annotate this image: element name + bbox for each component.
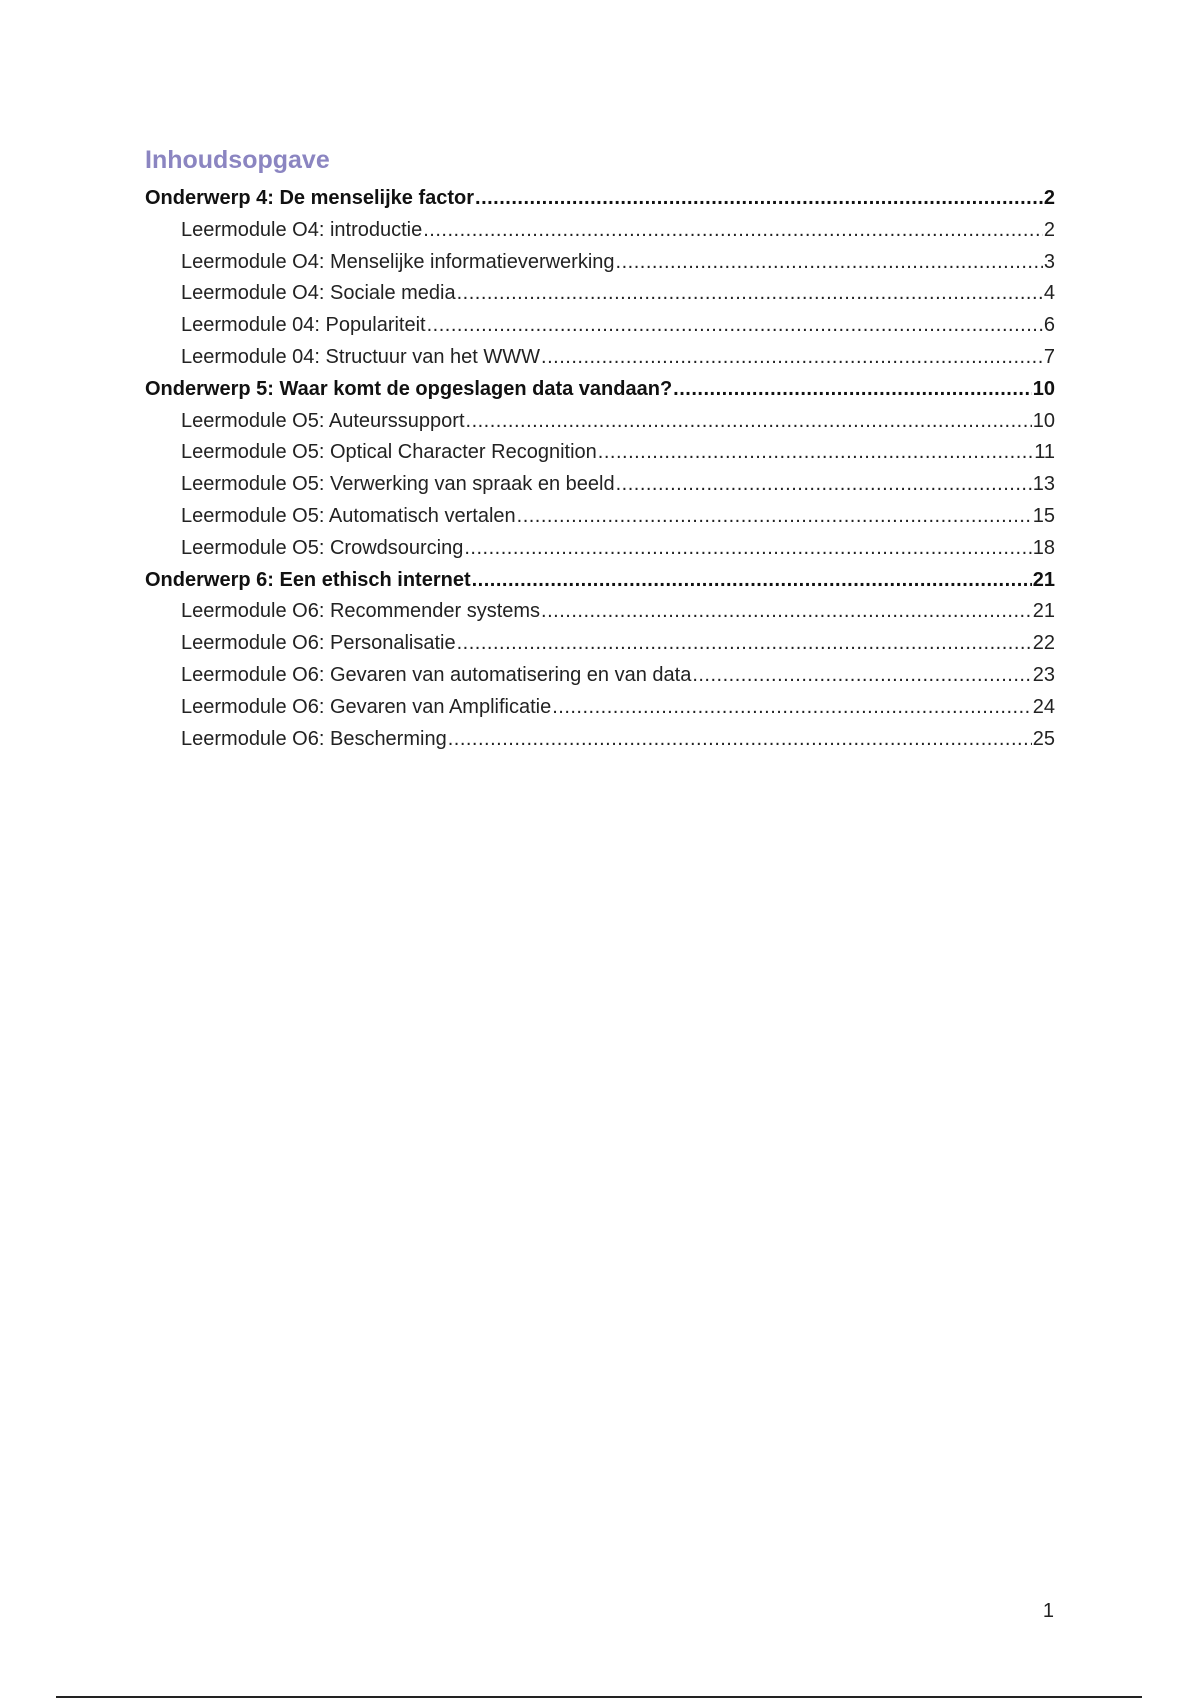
toc-leader-dots: [457, 628, 1032, 660]
toc-entry-page: 11: [1034, 441, 1055, 464]
toc-leader-dots: [457, 278, 1043, 310]
toc-entry-title: Leermodule O5: Automatisch vertalen: [181, 504, 516, 527]
toc-entry-page: 23: [1032, 663, 1055, 686]
toc-entry-o5-crowdsourcing[interactable]: [145, 533, 1055, 565]
toc-entry-title: Onderwerp 6: Een ethisch internet: [145, 568, 471, 591]
toc-entry-title: Leermodule 04: Populariteit: [181, 314, 426, 337]
toc-leader-dots: [464, 533, 1031, 565]
toc-entry-title: Leermodule O6: Bescherming: [181, 727, 447, 750]
toc-entry-title: Leermodule O6: Personalisatie: [181, 632, 456, 655]
toc-entry-title: Leermodule O4: Sociale media: [181, 282, 456, 305]
toc-leader-dots: [616, 469, 1032, 501]
toc-entry-title: Leermodule O5: Verwerking van spraak en beeld: [181, 473, 615, 496]
toc-entry-o6-recommender-systems[interactable]: [145, 596, 1055, 628]
toc-entry-title: Leermodule O5: Auteurssupport: [181, 409, 465, 432]
toc-entry-o4-informatieverwerking[interactable]: [145, 247, 1055, 279]
toc-leader-dots: [427, 310, 1043, 342]
footer-divider: [56, 1696, 1142, 1698]
toc-entry-onderwerp-5[interactable]: [145, 374, 1055, 406]
toc-entry-o5-auteurssupport[interactable]: [145, 406, 1055, 438]
toc-entry-page: 2: [1043, 218, 1055, 241]
toc-leader-dots: [448, 724, 1032, 756]
toc-entry-page: 10: [1032, 377, 1055, 400]
toc-entry-o6-gevaren-automatisering[interactable]: [145, 660, 1055, 692]
toc-leader-dots: [598, 437, 1033, 469]
toc-entry-title: Leermodule O5: Crowdsourcing: [181, 536, 464, 559]
toc-entry-o6-bescherming[interactable]: [145, 724, 1055, 756]
toc-leader-dots: [673, 374, 1032, 406]
toc-leader-dots: [466, 406, 1032, 438]
toc-entry-o4-sociale-media[interactable]: [145, 278, 1055, 310]
toc-leader-dots: [472, 565, 1032, 597]
toc-entry-page: 21: [1032, 600, 1055, 623]
toc-entry-title: Leermodule O4: Menselijke informatieverwerking: [181, 250, 615, 273]
toc-entry-page: 25: [1032, 727, 1055, 750]
toc-leader-dots: [475, 183, 1043, 215]
toc-entry-page: 10: [1032, 409, 1055, 432]
toc-entry-o5-ocr[interactable]: [145, 437, 1055, 469]
toc-entry-title: Leermodule O6: Gevaren van automatisering en van data: [181, 663, 692, 686]
toc-entry-title: Leermodule O6: Gevaren van Amplificatie: [181, 695, 552, 718]
toc-entry-onderwerp-4[interactable]: [145, 183, 1055, 215]
toc-entry-page: 4: [1043, 282, 1055, 305]
toc-leader-dots: [541, 342, 1043, 374]
toc-entry-o6-personalisatie[interactable]: [145, 628, 1055, 660]
toc-entry-title: Onderwerp 5: Waar komt de opgeslagen data vandaan?: [145, 377, 673, 400]
toc-heading: Inhoudsopgave: [145, 146, 330, 174]
toc-entry-page: 21: [1032, 568, 1055, 591]
toc-entry-o5-automatisch-vertalen[interactable]: [145, 501, 1055, 533]
toc-entry-page: 7: [1043, 345, 1055, 368]
toc-entry-page: 2: [1043, 187, 1055, 209]
toc-entry-o5-spraak-beeld[interactable]: [145, 469, 1055, 501]
toc-leader-dots: [517, 501, 1032, 533]
toc-entry-04-populariteit[interactable]: [145, 310, 1055, 342]
page-number: 1: [1042, 1600, 1054, 1622]
toc-leader-dots: [423, 215, 1043, 247]
toc-entry-page: 22: [1032, 632, 1055, 655]
toc-entry-title: Leermodule O4: introductie: [181, 218, 423, 241]
toc-entry-o4-introductie[interactable]: [145, 215, 1055, 247]
toc-entry-o6-gevaren-amplificatie[interactable]: [145, 692, 1055, 724]
toc-entry-onderwerp-6[interactable]: [145, 565, 1055, 597]
toc-entry-page: 18: [1032, 536, 1055, 559]
toc-entry-page: 15: [1032, 504, 1055, 527]
toc-entry-title: Onderwerp 4: De menselijke factor: [145, 187, 475, 209]
toc-entry-page: 13: [1032, 473, 1055, 496]
toc-entry-page: 3: [1043, 250, 1055, 273]
toc-leader-dots: [692, 660, 1031, 692]
toc-entry-title: Leermodule O6: Recommender systems: [181, 600, 541, 623]
toc-leader-dots: [616, 247, 1043, 279]
toc-entry-title: Leermodule O5: Optical Character Recognition: [181, 441, 597, 464]
table-of-contents: [145, 183, 1055, 755]
toc-leader-dots: [552, 692, 1032, 724]
toc-entry-04-structuur-www[interactable]: [145, 342, 1055, 374]
toc-entry-title: Leermodule 04: Structuur van het WWW: [181, 345, 541, 368]
toc-leader-dots: [541, 596, 1032, 628]
toc-entry-page: 24: [1032, 695, 1055, 718]
toc-entry-page: 6: [1043, 314, 1055, 337]
